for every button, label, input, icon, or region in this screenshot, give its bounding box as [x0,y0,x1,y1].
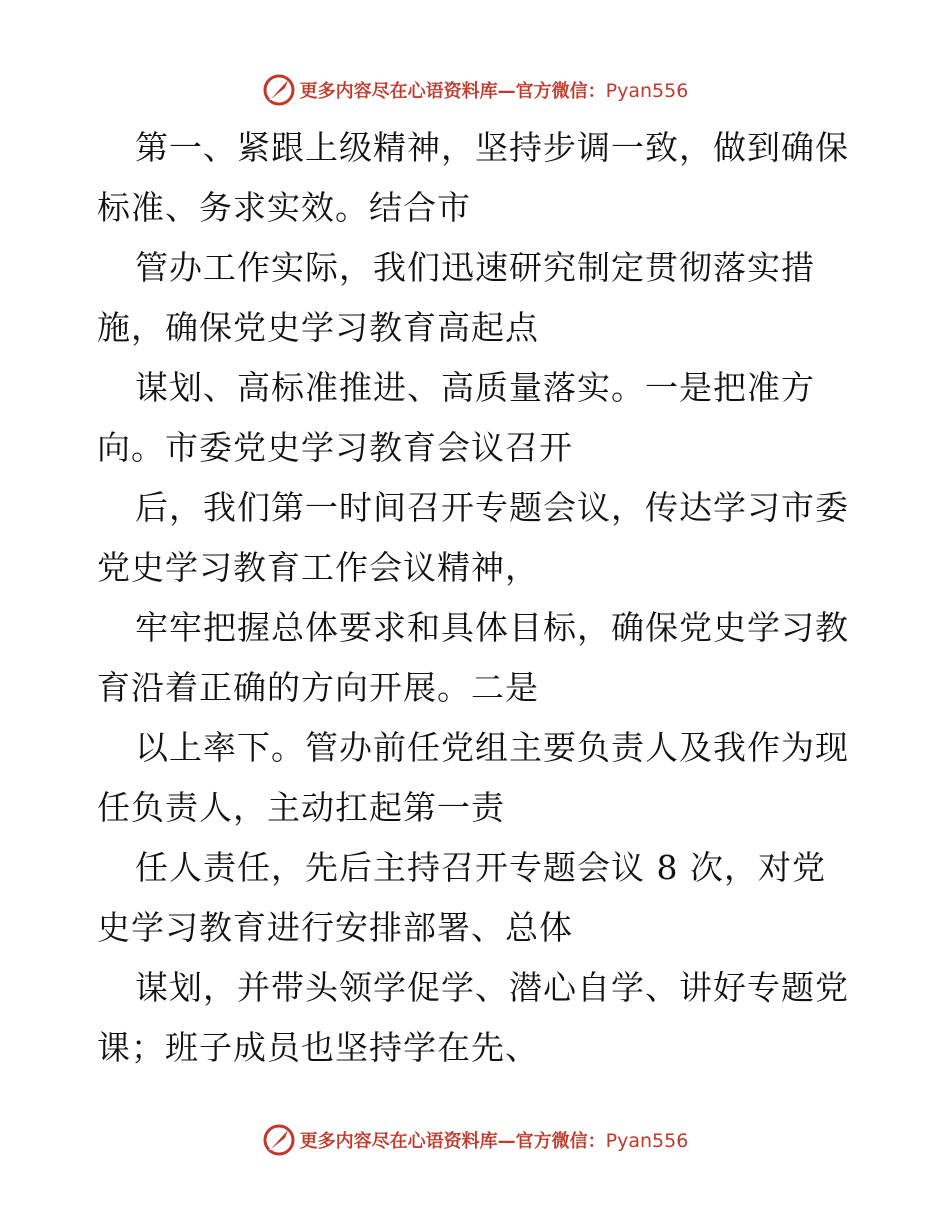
body-line: 谋划，并带头领学促学、潜心自学、讲好专题党 [135,968,849,1007]
quill-pen-logo-icon [262,1123,296,1157]
body-line: 向。市委党史学习教育会议召开 [97,428,573,467]
body-line: 谋划、高标准推进、高质量落实。一是把准方 [135,368,815,407]
body-line: 牢牢把握总体要求和具体目标，确保党史学习教 [135,608,849,647]
body-line: 管办工作实际，我们迅速研究制定贯彻落实措 [135,248,815,287]
body-line: 以上率下。管办前任党组主要负责人及我作为现 [135,728,849,767]
footer-banner-text [300,1127,689,1153]
header-banner-text [300,77,689,103]
body-line: 后，我们第一时间召开专题会议，传达学习市委 [135,488,849,527]
body-line: 党史学习教育工作会议精神， [97,548,539,587]
body-line: 施，确保党史学习教育高起点 [97,308,539,347]
footer-banner-label: 更多内容尽在心语资料库—官方微信： [299,1131,606,1152]
body-line: 育沿着正确的方向开展。二是 [97,668,539,707]
header-banner-label: 更多内容尽在心语资料库—官方微信： [299,81,606,102]
footer-banner-brand: Pyan556 [605,1130,689,1152]
body-line: 标准、务求实效。结合市 [97,188,471,227]
body-line: 任负责人，主动扛起第一责 [97,788,505,827]
footer-banner [0,1118,950,1162]
body-line: 第一、紧跟上级精神，坚持步调一致，做到确保 [135,128,849,167]
document-body [97,118,867,1078]
body-line: 史学习教育进行安排部署、总体 [97,908,573,947]
quill-pen-logo-icon [262,73,296,107]
body-line: 课；班子成员也坚持学在先、 [97,1028,539,1067]
body-line: 任人责任，先后主持召开专题会议 8 次，对党 [135,848,826,887]
header-banner-brand: Pyan556 [605,80,689,102]
header-banner [0,68,950,112]
